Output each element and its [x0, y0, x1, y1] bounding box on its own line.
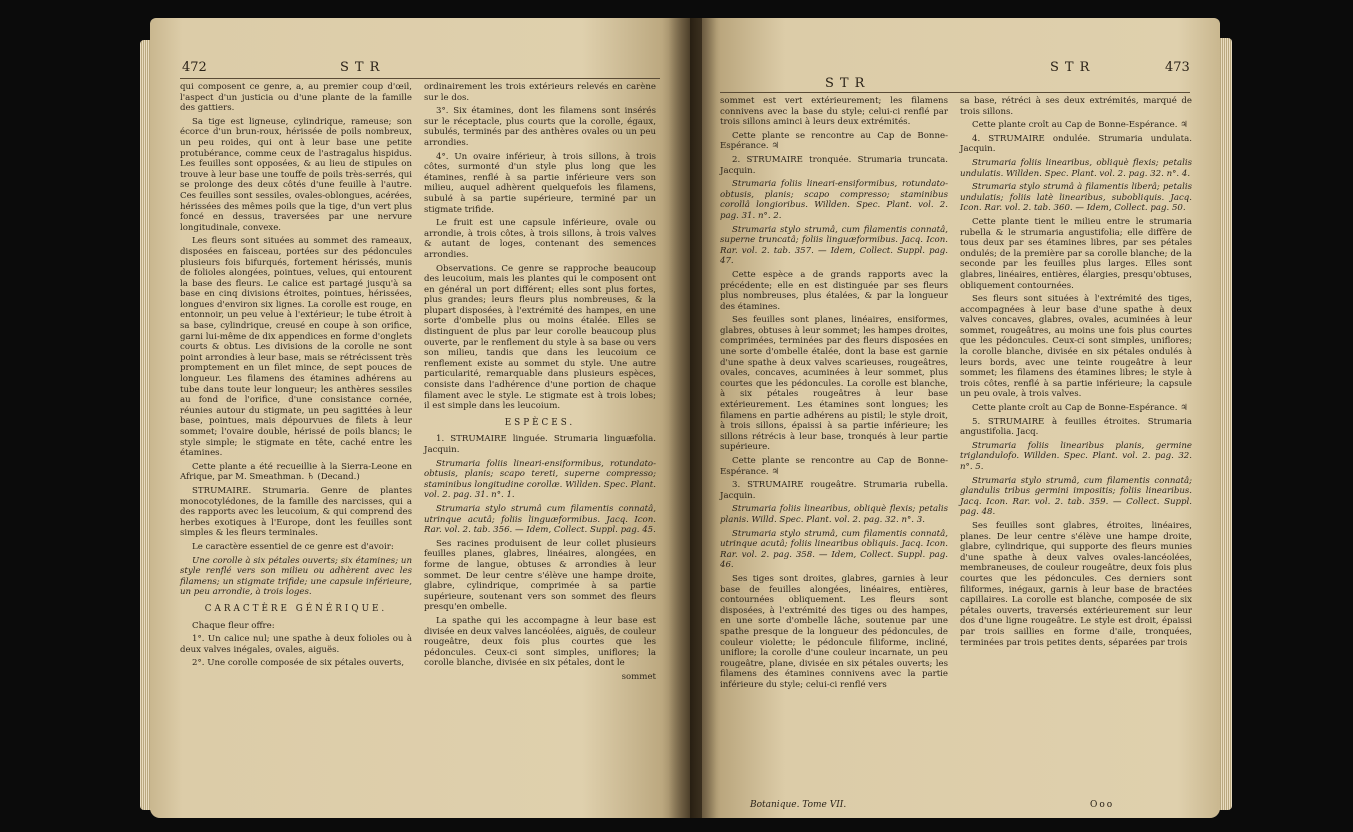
paragraph: Le caractère essentiel de ce genre est d'avoir:	[192, 541, 394, 552]
right-running-header-left: STR	[825, 76, 871, 91]
left-column-2	[424, 82, 656, 802]
paragraph: Une corolle à six pétales ouverts; six étamines; un style renflé vers son milieu ou adhèrent avec les filamens; un stigmate trifide; une capsule inférieure, un peu arrondie, à trois loges.	[180, 555, 412, 598]
right-page-number: 473	[1165, 60, 1190, 75]
paragraph: qui composent ce genre, a, au premier coup d'œil, l'aspect d'un justicia ou d'une plante de la famille des gattiers.	[180, 82, 412, 114]
paragraph: 3°. Six étamines, dont les filamens sont insérés sur le réceptacle, plus courts que la corolle, égaux, subulés, terminés par des anthères ovales ou un peu arrondies.	[424, 106, 656, 148]
volume-footer: Botanique. Tome VII.	[750, 800, 847, 810]
paragraph: 1°. Un calice nul; une spathe à deux folioles ou à deux valves inégales, ovales, aiguës.	[180, 634, 412, 655]
paragraph: Strumaria foliis linearibus planis, germine triglandulofo. Willden. Spec. Plant. vol. 2. pag. 32. n°. 5.	[960, 440, 1192, 472]
paragraph: 4°. Un ovaire inférieur, à trois sillons, à trois côtes, surmonté d'un style plus long que les étamines, renflé à sa partie inférieure vers son milieu, auquel adhèrent quelquefois les filamens, subulé à sa partie supérieure, terminé par un stigmate trifide.	[424, 151, 656, 215]
paragraph: 3. STRUMAIRE rougeâtre. Strumaria rubella. Jacquin.	[720, 480, 948, 501]
paragraph: Ses feuilles sont planes, linéaires, ensiformes, glabres, obtuses à leur sommet; les hampes droites, comprimées, terminées par des fleurs disposées en une sorte d'ombelle étalée, dont la base est garnie d'une spathe à deux valves scarieuses, rougeâtres, ovales, concaves, acuminées à leur sommet, plus courtes que les pédoncules. La corolle est blanche, à six pétales rougeâtres à leur base extérieurement. Les étamines sont longues; les filamens en partie adhérens au pistil; le style droit, à trois sillons, épaissi à sa partie inférieure; les sillons rétrécis à leur base, tronqués à leur partie supérieure.	[720, 315, 948, 453]
left-page	[150, 18, 690, 818]
paragraph: STRUMAIRE. Strumaria. Genre de plantes monocotylédones, de la famille des narcisses, qui a des rapports avec les leucoium, & qui comprend des herbes exotiques à l'Europe, dont les feuilles sont simples & les fleurs terminales.	[180, 485, 412, 539]
right-header-rule	[720, 92, 1190, 93]
paragraph: Cette plante se rencontre au Cap de Bonne-Espérance. ♃	[720, 130, 948, 152]
catchword: sommet	[621, 671, 656, 682]
left-running-header: STR	[340, 60, 386, 75]
paragraph: Sa tige est ligneuse, cylindrique, rameuse; son écorce d'un brun-roux, hérissée de poils nombreux, un peu roides, qui ont à leur base une petite protubérance, comme ceux de l'astragalus hispidus. Les feuilles sont opposées, & au lieu de stipules on trouve à leur base une touffe de poils très-serrés, qui se prolonge des deux côtés d'une feuille à l'autre. Ces feuilles sont sessiles, ovales-oblongues, acérées, hérissées des mêmes poils que la tige, d'un vert plus foncé en dessus, traversées par une nervure longitudinale, convexe.	[180, 116, 412, 233]
paragraph: 2°. Une corolle composée de six pétales ouverts,	[192, 658, 405, 669]
paragraph: Chaque fleur offre:	[192, 620, 275, 631]
paragraph: Strumaria foliis linearibus, obliquè flexis; petalis planis. Willd. Spec. Plant. vol. 2. pag. 32. n°. 3.	[720, 504, 948, 525]
paragraph: 5. STRUMAIRE à feuilles étroites. Strumaria angustifolia. Jacq.	[960, 416, 1192, 438]
paragraph: Strumaria foliis lineari-ensiformibus, rotundato-obtusis, planis; scapo tereti, superne compresso; staminibus longitudine corollæ. Willden. Spec. Plant. vol. 2. pag. 31. n°. 1.	[424, 458, 656, 501]
paragraph: Strumaria foliis lineari-ensiformibus, rotundato-obtusis, planis; scapo compresso; staminibus corollâ longioribus. Willden. Spec. Plant. vol. 2. pag. 31. n°. 2.	[720, 179, 948, 221]
paragraph: Cette plante se rencontre au Cap de Bonne-Espérance. ♃	[720, 456, 948, 477]
paragraph: Cette plante croît au Cap de Bonne-Espérance. ♃	[972, 403, 1188, 414]
paragraph: Strumaria stylo strumâ cum filamentis connatâ, utrinque acutâ; foliis linguæformibus. Jacq. Icon. Rar. vol. 2. tab. 356. — Idem, Collect. Suppl. pag. 45.	[424, 503, 656, 536]
paragraph: 1. STRUMAIRE linguée. Strumaria linguæfolia. Jacquin.	[424, 434, 656, 455]
paragraph: Ses feuilles sont glabres, étroites, linéaires, planes. De leur centre s'élève une hampe droite, glabre, cylindrique, qui supporte des fleurs munies d'une spathe à deux valves ovales-lancéolées, membraneuses, de couleur rougeâtre, deux fois plus courtes que les pédoncules. Ces derniers sont filiformes, inégaux, garnis à leur base de bractées capillaires. La corolle est blanche, composée de six pétales ouverts, traversés extérieurement sur leur dos d'une ligne rougeâtre. Le style est droit, épaissi par trois saillies en forme d'aile, tronquées, terminées par trois petites dents, séparées par trois	[960, 520, 1192, 648]
paragraph: Ses tiges sont droites, glabres, garnies à leur base de feuilles alongées, linéaires, entières, contournées obliquement. Les fleurs sont disposées, à l'extrémité des tiges ou des hampes, en une sorte d'ombelle lâche, soutenue par une spathe presque de la longueur des pédoncules, de couleur violette; le pédoncule filiforme, incliné, uniflore; la corolle d'une couleur incarnate, un peu rougeâtre, plane, divisée en six pétales ouverts; les filamens des étamines connivens avec la partie inférieure du style; celui-ci renflé vers	[720, 573, 948, 690]
left-column-1	[180, 82, 412, 802]
paragraph: Strumaria foliis linearibus, obliquè flexis; petalis undulatis. Willden. Spec. Plant. vol. 2. pag. 32. n°. 4.	[960, 157, 1192, 179]
paragraph: Strumaria stylo strumâ, cum filamentis connatâ, superne truncatâ; foliis linguæformibus. Jacq. Icon. Rar. vol. 2. tab. 357. — Idem, Collect. Suppl. pag. 47.	[720, 224, 948, 267]
right-column-2	[960, 96, 1192, 796]
paragraph: ordinairement les trois extérieurs relevés en carène sur le dos.	[424, 82, 656, 103]
left-header-rule	[180, 78, 660, 79]
paragraph: Le fruit est une capsule inférieure, ovale ou arrondie, à trois côtes, à trois sillons, à trois valves & autant de loges, contenant des semences arrondies.	[424, 218, 656, 260]
section-heading: ESPÈCES.	[504, 417, 576, 428]
paragraph: La spathe qui les accompagne à leur base est divisée en deux valves lancéolées, aiguës, de couleur rougeâtre, deux fois plus courtes que les pédoncules. Ceux-ci sont simples, uniflores; la corolle blanche, divisée en six pétales, dont le	[424, 615, 656, 669]
paragraph: Strumaria stylo strumâ, cum filamentis connatâ, utrinque acutâ; foliis linearibus obliquis. Jacq. Icon. Rar. vol. 2. pag. 358. — Idem, Collect. Suppl. pag. 46.	[720, 528, 948, 571]
paragraph: sa base, rétréci à ses deux extrémités, marqué de trois sillons.	[960, 96, 1192, 117]
paragraph: Cette plante a été recueillie à la Sierra-Leone en Afrique, par M. Smeathman. ♄ (Decand.)	[180, 461, 412, 483]
paragraph: Strumaria stylo strumâ à filamentis liberâ; petalis undulatis; foliis latè linearibus, subobliquis. Jacq. Icon. Rar. vol. 2. tab. 360. — Idem, Collect. pag. 50.	[960, 182, 1192, 214]
signature-mark: Ooo	[1090, 800, 1115, 810]
paragraph: Les fleurs sont situées au sommet des rameaux, disposées en faisceau, portées sur des pédoncules plusieurs fois bifurqués, fortement hérissés, munis de folioles alongées, pointues, velues, qui entourent la base des fleurs. Le calice est partagé jusqu'à sa base en cinq divisions étroites, pointues, hérissées, longues d'environ six lignes. La corolle est rouge, en entonnoir, un peu velue à l'extérieur; le tube étroit à sa base, cylindrique, creusé en coupe à son orifice, garni lui-même de dix appendices en forme d'onglets courts & obtus. Les divisions de la corolle ne sont point arrondies à leur base, mais se rétrécissent très promptement en un filet mince, de sept pouces de longueur. Les filamens des étamines adhérens au tube dans toute leur longueur; les anthères sessiles au fond de l'orifice, d'une consistance cornée, réunies autour du stigmate, un peu sagittées à leur base, pointues, mais dépourvues de filets à leur sommet; l'ovaire double, hérissé de poils blancs; le style simple; le stigmate en tête, caché entre les étamines.	[180, 236, 412, 459]
paragraph: Ses fleurs sont situées à l'extrémité des tiges, accompagnées à leur base d'une spathe à deux valves concaves, glabres, ovales, acuminées à leur sommet, rougeâtres, au moins une fois plus courtes que les pédoncules. Ceux-ci sont simples, uniflores; la corolle blanche, divisée en six pétales ondulés à leurs bords, avec une teinte rougeâtre à leur sommet; les filamens des étamines libres; le style à trois côtes, renflé à sa partie inférieure; la capsule un peu ovale, à trois valves.	[960, 294, 1192, 400]
right-page	[690, 18, 1220, 818]
paragraph: Cette plante croît au Cap de Bonne-Espérance. ♃	[972, 120, 1188, 131]
section-heading: CARACTÈRE GÉNÉRIQUE.	[204, 603, 388, 614]
paragraph: Cette espèce a de grands rapports avec la précédente; elle en est distinguée par ses fleurs plus nombreuses, plus étalées, & par la longueur des étamines.	[720, 269, 948, 312]
paragraph: Strumaria stylo strumâ, cum filamentis connatâ; glandulis tribus germini impositis; foliis linearibus. Jacq. Icon. Rar. vol. 2. tab. 359. — Collect. Suppl. pag. 48.	[960, 475, 1192, 518]
paragraph: Ses racines produisent de leur collet plusieurs feuilles planes, glabres, linéaires, alongées, en forme de langue, obtuses & arrondies à leur sommet. De leur centre s'élève une hampe droite, glabre, cylindrique, comprimée à sa partie supérieure, soutenant vers son sommet des fleurs presqu'en ombelle.	[424, 538, 656, 613]
open-book	[150, 18, 1220, 818]
paragraph: sommet est vert extérieurement; les filamens connivens avec la base du style; celui-ci renflé par trois sillons aminci à leurs deux extrémités.	[720, 96, 948, 128]
paragraph: Observations. Ce genre se rapproche beaucoup des leucoium, mais les plantes qui le composent ont en général un port différent; elles sont plus fortes, plus grandes; leurs fleurs plus nombreuses, & la plupart disposées, à l'extrémité des hampes, en une sorte d'ombelle plus ou moins étalée. Elles se distinguent de plus par leur corolle beaucoup plus ouverte, par le renflement du style à sa base ou vers son milieu, tandis que dans les leucoium ce renflement existe au sommet du style. Une autre particularité, remarquable dans plusieurs espèces, consiste dans l'adhérence d'une portion de chaque filament avec le style. Le stigmate est à trois lobes; il est simple dans les leucoium.	[424, 263, 656, 412]
right-running-header-right: STR	[1050, 60, 1096, 75]
paragraph: Cette plante tient le milieu entre le strumaria rubella & le strumaria angustifolia; elle diffère de tous deux par ses étamines libres, par ses pétales ondulés; de la première par sa corolle blanche; de la seconde par les feuilles plus larges. Elles sont glabres, linéaires, entières, élargies, presqu'obtuses, obliquement contournées.	[960, 216, 1192, 291]
paragraph: 4. STRUMAIRE ondulée. Strumaria undulata. Jacquin.	[960, 133, 1192, 155]
right-column-1	[720, 96, 948, 796]
left-page-number: 472	[182, 60, 207, 75]
paragraph: 2. STRUMAIRE tronquée. Strumaria truncata. Jacquin.	[720, 154, 948, 176]
